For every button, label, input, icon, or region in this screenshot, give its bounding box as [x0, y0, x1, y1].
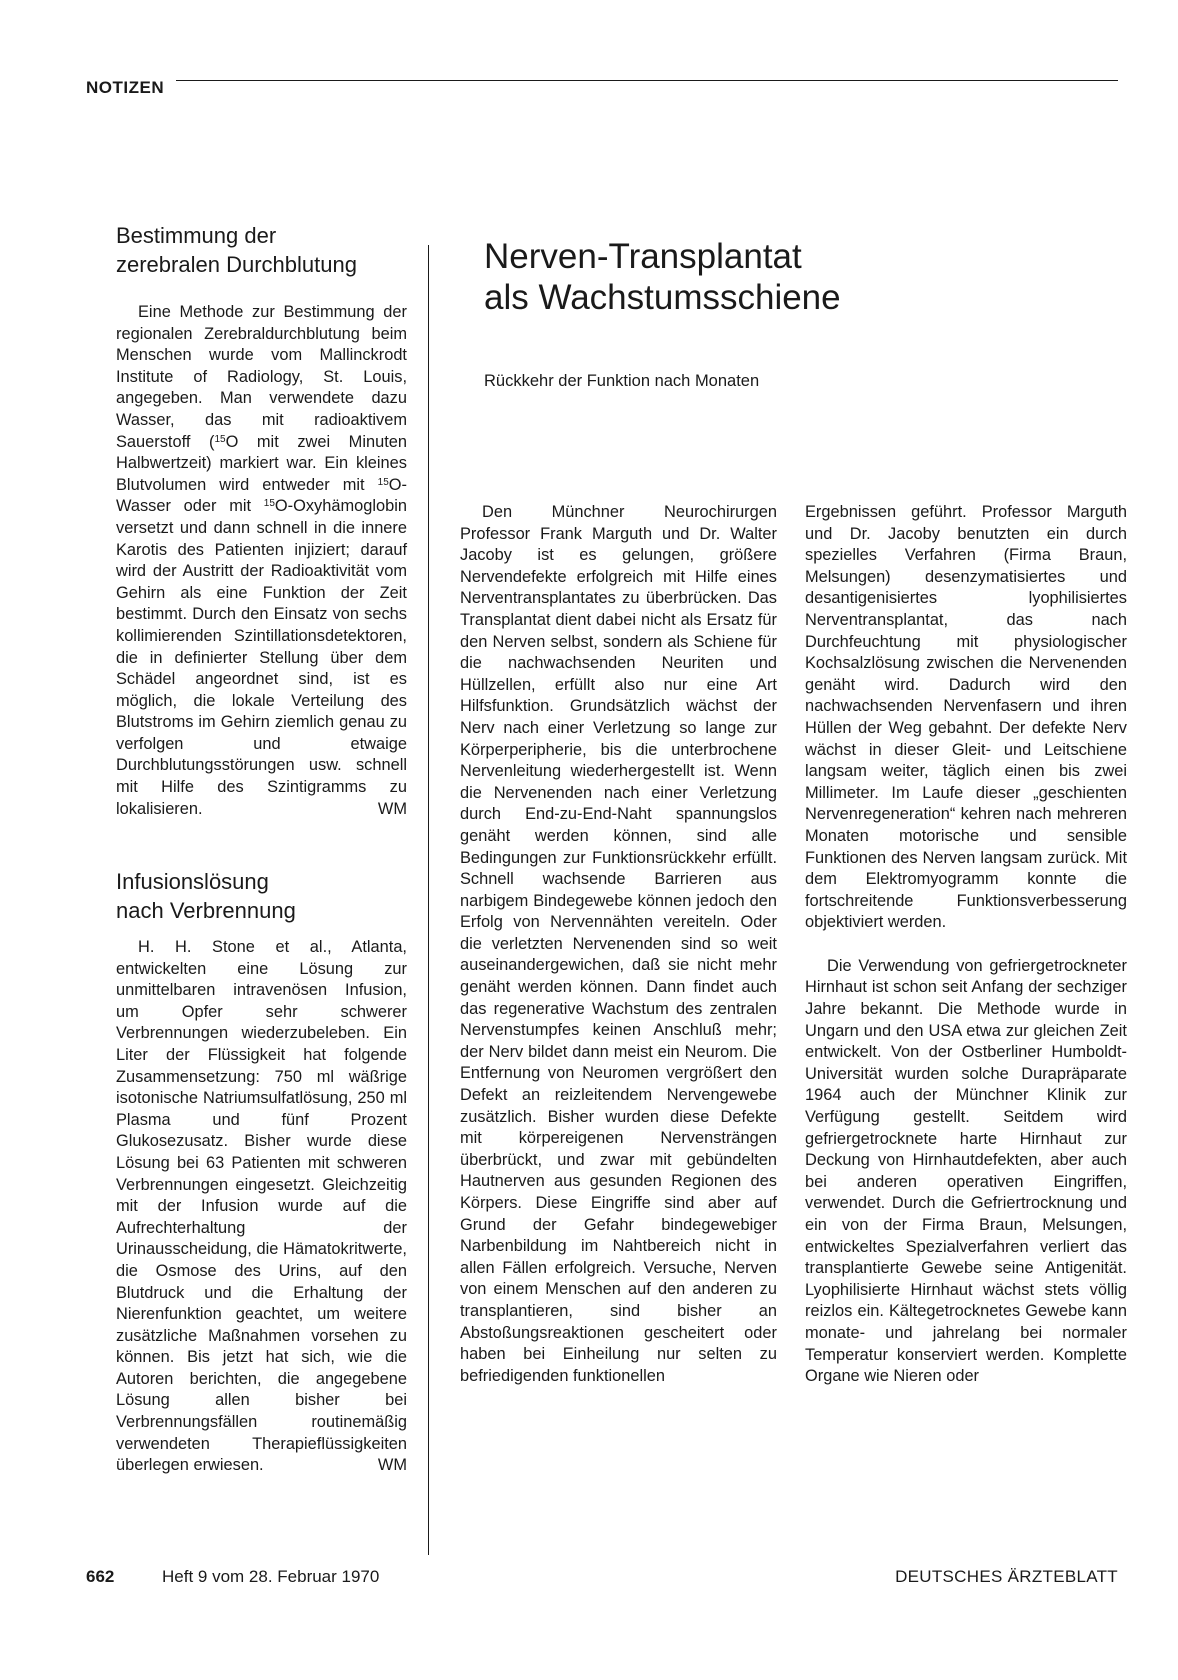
article1-text-3: O-Wasser oder mit	[116, 475, 407, 516]
superscript-15: 15	[377, 476, 389, 488]
article2-paragraph	[116, 937, 407, 1477]
article1-text-4: O-Oxyhämoglobin versetzt und dann schnell in die innere Karotis des Patienten injiziert; darauf wird der Austritt der Radioaktivität vom Gehirn als eine Funktion der Zeit bestimmt. Durch den Einsatz von sechs kollimierenden Szintillationsdetektoren, die in definierter Stellung über dem Schädel angeordnet sind, ist es möglich, die lokale Verteilung des Blutstroms im Gehirn ziemlich genau zu verfolgen und etwaige Durchblutungsstörungen usw. schnell mit Hilfe des Szintigramms zu lokalisieren.	[116, 497, 407, 818]
column-divider	[428, 245, 429, 1555]
page-header	[86, 78, 1118, 102]
journal-name: DEUTSCHES ÄRZTEBLATT	[895, 1567, 1118, 1586]
article2-signature: WM	[377, 1456, 407, 1475]
article1-text-1: Eine Methode zur Bestimmung der regionalen Zerebraldurchblutung beim Menschen wurde vom Mallinckrodt Institute of Radiology, St. Louis, angegeben. Man verwendete dazu Wasser, das mit radioaktivem Sauerstoff (	[116, 303, 407, 451]
article1-heading-line1: Bestimmung der	[116, 223, 277, 248]
article2-heading-line1: Infusionslösung	[116, 869, 269, 894]
main-article-column-1	[460, 502, 777, 1387]
main-article-title	[484, 236, 841, 318]
article1-text-2: O mit zwei Minuten Halbwertzeit) markiert war. Ein kleines Blutvolumen wird entweder mit	[116, 432, 407, 494]
article1-paragraph	[116, 302, 407, 820]
superscript-15: 15	[214, 433, 226, 445]
main-article-subtitle: Rückkehr der Funktion nach Monaten	[484, 372, 760, 390]
superscript-15: 15	[263, 498, 275, 510]
page-number: 662	[86, 1567, 115, 1586]
article2-body	[116, 937, 407, 1477]
article1-body	[116, 302, 407, 820]
title-line1: Nerven-Transplantat	[484, 237, 802, 276]
article2-heading-line2: nach Verbrennung	[116, 897, 296, 923]
main-paragraph-3: Die Verwendung von gefriergetrockneter Hirnhaut ist schon seit Anfang der sechziger Jahre bekannt. Die Methode wurde in Ungarn und den USA etwa zur gleichen Zeit entwickelt. Von der Ostberliner Humboldt-Universität wurden solche Durapräparate 1964 auch der Münchner Klinik zur Verfügung gestellt. Seitdem wird gefriergetrocknete harte Hirnhaut zur Deckung von Hirnhautdefekten, aber auch bei anderen operativen Eingriffen, verwendet. Durch die Gefriertrocknung und ein von der Firma Braun, Melsungen, entwickeltes Spezialverfahren verliert das transplantierte Gewebe seine Antigenität. Lyophilisierte Hirnhaut wächst stets völlig reizlos ein. Kältegetrocknetes Gewebe kann monate- und jahrelang bei normaler Temperatur konserviert werden. Komplette Organe wie Nieren oder	[805, 956, 1127, 1386]
header-rule	[176, 80, 1118, 81]
issue-info: Heft 9 vom 28. Februar 1970	[162, 1567, 380, 1586]
title-line2: als Wachstumsschiene	[484, 278, 841, 317]
article1-heading	[116, 222, 357, 279]
article2-text: H. H. Stone et al., Atlanta, entwickelten eine Lösung zur unmittelbaren intravenösen Infusion, um Opfer sehr schwerer Verbrennungen wiederzubeleben. Ein Liter der Flüssigkeit hat folgende Zusammensetzung: 750 ml wäßrige isotonische Natriumsulfatlösung, 250 ml Plasma und fünf Prozent Glukosezusatz. Bisher wurde diese Lösung bei 63 Patienten mit schweren Verbrennungen eingesetzt. Gleichzeitig mit der Infusion wurde auf die Aufrechterhaltung der Urinausscheidung, die Hämatokritwerte, die Osmose des Urins, auf den Blutdruck und die Erhaltung der Nierenfunktion geachtet, um weitere zusätzliche Maßnahmen vorsehen zu können. Bis jetzt hat sich, wie die Autoren berichten, die angegebene Lösung allen bisher bei Verbrennungsfällen routinemäßig verwendeten Therapieflüssigkeiten überlegen erwiesen.	[116, 938, 407, 1475]
main-article-column-2	[805, 502, 1127, 1388]
section-label: NOTIZEN	[86, 78, 165, 97]
article1-heading-line2: zerebralen Durchblutung	[116, 251, 357, 277]
main-paragraph-1: Den Münchner Neurochirurgen Professor Frank Marguth und Dr. Walter Jacoby ist es gelungen, größere Nervendefekte erfolgreich mit Hilfe eines Nerventransplantates zu überbrücken. Das Transplantat dient dabei nicht als Ersatz für den Nerven selbst, sondern als Schiene für die nachwachsenden Neuriten und Hüllzellen, erfüllt also nur eine Art Hilfsfunktion. Grundsätzlich wächst der Nerv nach einer Verletzung so lange zur Körperperipherie, bis die unterbrochene Nervenleitung wiederhergestellt ist. Wenn die Nervenenden nach einer Verletzung durch End-zu-End-Naht spannungslos genäht werden können, sind alle Bedingungen zur Funktionsrückkehr erfüllt. Schnell wachsende Barrieren aus narbigem Bindegewebe können jedoch den Erfolg von Nervennähten vereiteln. Oder die verletzten Nervenenden sind so weit auseinandergewichen, daß sie nicht mehr genäht werden können. Dann findet auch das regenerative Wachstum des zentralen Nervenstumpfes keinen Anschluß mehr; der Nerv bildet dann meist ein Neurom. Die Entfernung von Neuromen vergrößert den Defekt an reizleitendem Nervengewebe zusätzlich. Bisher wurden diese Defekte mit körpereigenen Nervensträngen überbrückt, und zwar mit gebündelten Hautnerven aus gesunden Regionen des Körpers. Diese Eingriffe sind aber auf Grund der Gefahr bindegewebiger Narbenbildung im Nahtbereich nicht in allen Fällen erfolgreich. Versuche, Nerven von einem Menschen auf den anderen zu transplantieren, sind bisher an Abstoßungsreaktionen gescheitert oder haben bei Einheilung nur selten zu befriedigenden funktionellen	[460, 503, 777, 1385]
article2-heading	[116, 868, 296, 925]
article1-signature: WM	[377, 799, 407, 818]
main-paragraph-2: Ergebnissen geführt. Professor Marguth und Dr. Jacoby benutzten ein durch spezielles Verfahren (Firma Braun, Melsungen) desenzymatisiertes und desantigenisiertes lyophilisiertes Nerventransplantat, das nach Durchfeuchtung mit physiologischer Kochsalzlösung zwischen die Nervenenden genäht wird. Dadurch wird den nachwachsenden Nervenfasern und ihren Hüllen der Weg gebahnt. Der defekte Nerv wächst in dieser Gleit- und Leitschiene langsam weiter, täglich einen bis zwei Millimeter. Im Laufe dieser „geschienten Nervenregeneration“ kehren nach mehreren Monaten motorische und sensible Funktionen des Nerven langsam zurück. Mit dem Elektromyogramm konnte die fortschreitende Funktionsverbesserung objektiviert werden.	[805, 503, 1127, 932]
